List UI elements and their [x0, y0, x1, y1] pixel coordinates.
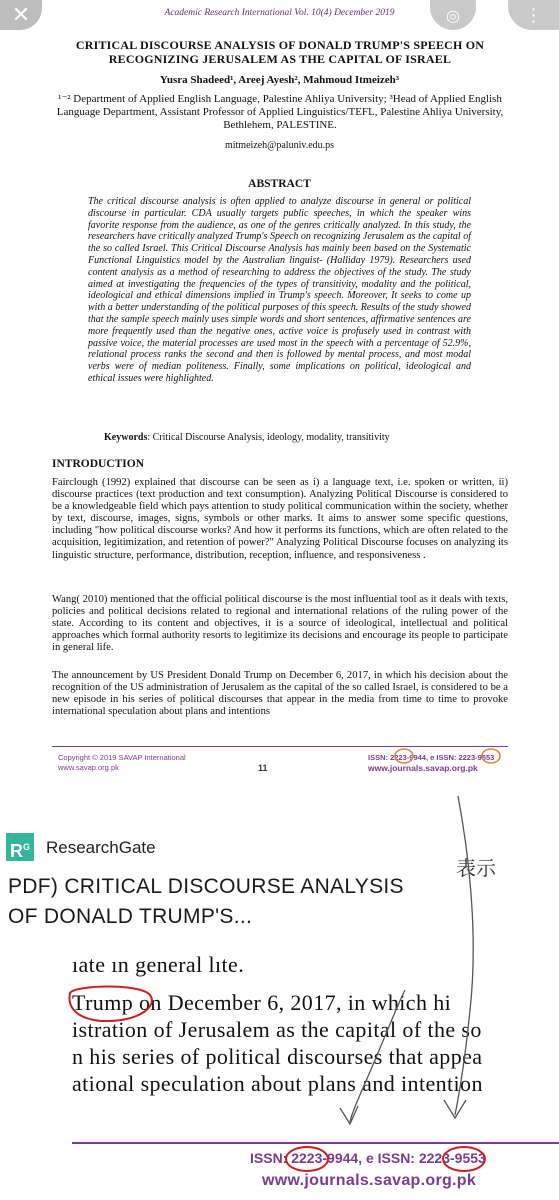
show-button[interactable]: 表示 [456, 856, 496, 880]
paper-affiliation: ¹⁻² Department of Applied English Language, Palestine Ahliya University; ³Head of Applied English Language Department, Assistant Professor of Applied Linguistics/TEFL, Palestine Ahliya University, Bethlehem, PALESTINE. [56, 93, 504, 131]
close-icon: ✕ [11, 2, 31, 28]
annotation-circle-issn-big-2 [443, 1147, 485, 1171]
keywords-label: Keywords [104, 432, 148, 443]
paper-authors: Yusra Shadeed¹, Areej Ayesh², Mahmoud Itmeizeh³ [159, 74, 400, 86]
intro-paragraph-1: Fairclough (1992) explained that discourse can be seen as i) a language text, i.e. spoken or written, ii) discourse practices (text production and text consumption). Analyzing Political Discourse is considered to be a knowledgeable field which pays attention to study political communication within the society, whether by text, discourse, images, signs, symbols or other marks. It aims to answer some specific questions, including "how political discourse works? And how it performs its functions, which are often related to the acquisition, legitimization, and retention of power?" Analyzing Political Discourse focuses on analyzing its linguistic structure, performance, distribution, reception, influence, and responsiveness . [52, 477, 508, 561]
abstract-heading: ABSTRACT [248, 178, 311, 190]
footer-site: www.savap.org.pk [58, 763, 119, 772]
zoom-line: n his series of political discourses that appea [72, 1044, 483, 1069]
annotation-arrowhead-left [340, 1106, 358, 1124]
footer-issn: ISSN: 2223-9944, e ISSN: 2223-9553 [368, 753, 495, 762]
annotation-circle-issn-1 [395, 749, 413, 763]
zoom-issn: ISSN: 2223-9944, e ISSN: 2223-9553 [250, 1150, 486, 1166]
annotation-circle-trump [69, 987, 151, 1022]
lens-icon: ◎ [446, 5, 460, 25]
intro-paragraph-2: Wang( 2010) mentioned that the official political discourse is the most influential tool as it deals with texts, policies and political decisions related to regional and international relations of the ruling power of the state. According to its content and objectives, it is a source of ideological, intellectual and political approaches which formal authority resorts to legitimize its decisions and encourage its people to participate in general life. [52, 594, 508, 654]
source-name[interactable]: ResearchGate [46, 838, 156, 857]
zoom-line: istration of Jerusalem as the capital of the so [72, 1017, 482, 1042]
result-title-link[interactable]: PDF) CRITICAL DISCOURSE ANALYSIS OF DONALD TRUMP'S... [8, 875, 404, 928]
page-number: 11 [258, 763, 268, 773]
journal-header: Academic Research International Vol. 10(4) December 2019 [164, 8, 395, 18]
intro-paragraph-3: The announcement by US President Donald Trump on December 6, 2017, in which his decision about the recognition of the US administration of Jerusalem as the capital of the so called Israel, is considered to be a new episode in his series of political discourses that appear in the media from time to time to provoke international speculation about plans and intentions [52, 670, 508, 718]
author-email: mitmeizeh@paluniv.edu.ps [224, 140, 335, 151]
zoom-line: Trump on December 6, 2017, in which hi [72, 990, 452, 1015]
annotation-arrow-left [350, 990, 405, 1122]
researchgate-logo-icon: $R^G$ [6, 833, 34, 861]
zoom-line: ıate ın general lıte. [72, 952, 245, 977]
footer-copyright: Copyright © 2019 SAVAP International [58, 753, 186, 762]
zoom-url: www.journals.savap.org.pk [262, 1172, 477, 1189]
annotation-circle-issn-2 [482, 749, 500, 763]
keywords-values: : Critical Discourse Analysis, ideology, modality, transitivity [147, 432, 390, 443]
annotation-circle-issn-big-1 [286, 1147, 328, 1171]
more-vertical-icon: ⋮ [524, 4, 543, 26]
introduction-heading: INTRODUCTION [52, 458, 145, 470]
zoom-line: ational speculation about plans and intention [72, 1071, 483, 1096]
annotation-arrowhead-right [444, 1100, 466, 1118]
paper-title: CRITICAL DISCOURSE ANALYSIS OF DONALD TRUMP'S SPEECH ON RECOGNIZING JERUSALEM AS THE CAPITAL OF ISRAEL [75, 38, 485, 66]
annotation-arrow-right [455, 796, 473, 1115]
abstract-text: The critical discourse analysis is often applied to analyze discourse in general or political discourse in particular. CDA usually targets public speeches, in which the speaker wins favorite response from the audience, as one of the genres critically analyzed. In this study, the researchers have critically analyzed Trump's Speech on recognizing Jerusalem as the capital of the so called Israel. This Critical Discourse Analysis has mainly been based on the Systematic Functional Linguistics model by the Australian linguist- (Halliday 1979). Researchers used content analysis as a method of researching to address the objectives of the study. The study aimed at investigating the frequencies of the types of transitivity, modality and the political, ideological and ethical dimensions implied in Trump's speech. Moreover, It seeks to come up with a better understanding of the political purposes of this speech. Results of the study showed that the sample speech mainly uses simple words and short sentences, affirmative sentences are more frequently used than the negative ones, active voice is profusely used in contrast with passive voice, the material processes are used most in the speech with a percentage of 52.9%, relational process ranks the second and then is followed by mental process, and most modal verbs were of median politeness. Finally, some implications on political, ideological and ethical issues were highlighted. [88, 196, 471, 384]
footer-url: www.journals.savap.org.pk [368, 763, 478, 773]
